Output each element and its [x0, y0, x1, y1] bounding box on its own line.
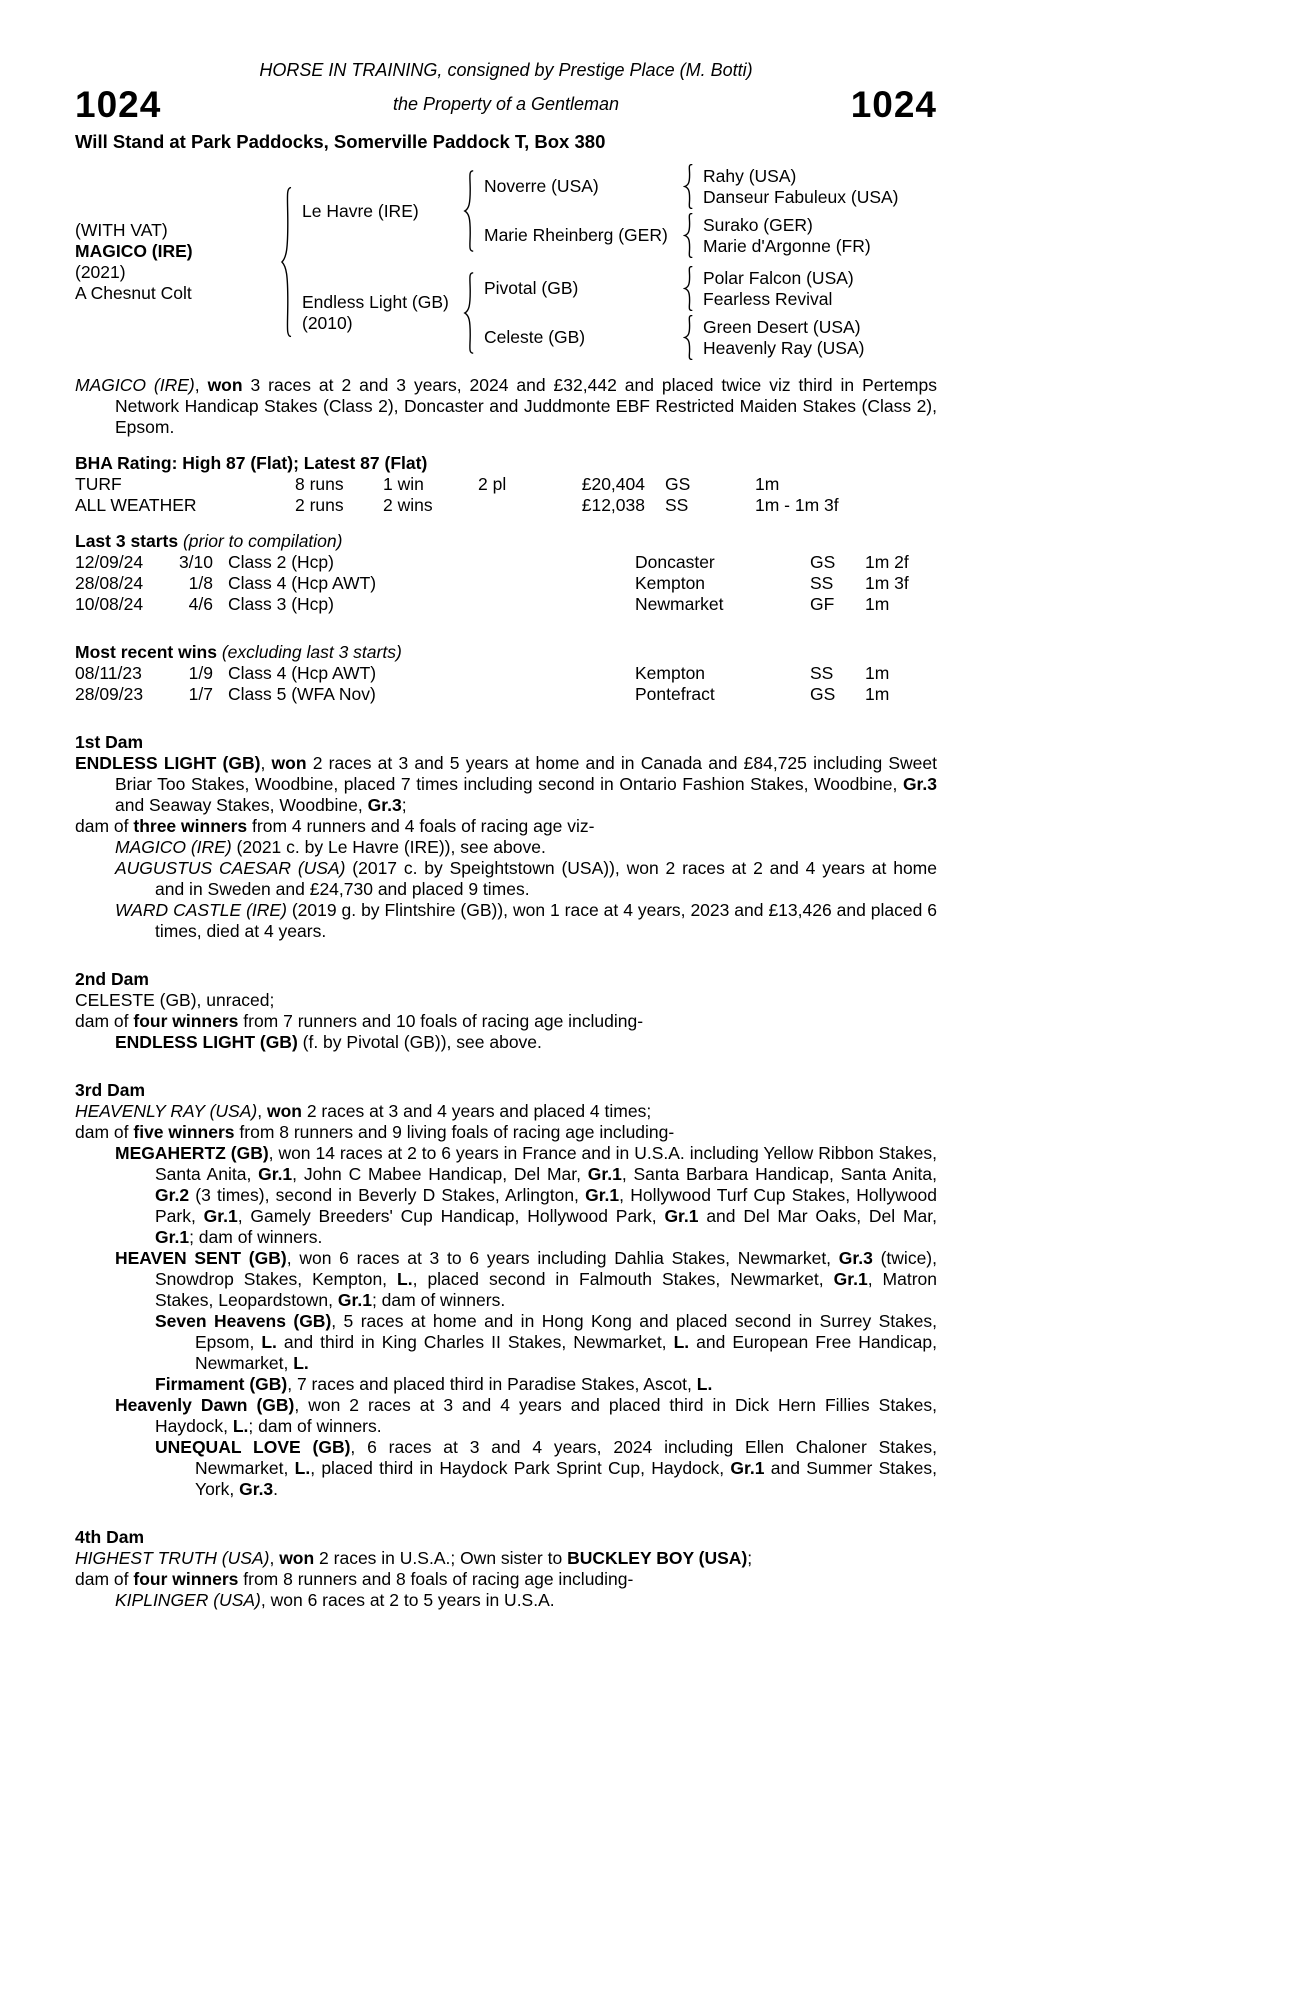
record-distance: 1m - 1m 3f	[755, 495, 839, 515]
recent-wins-title-note: (excluding last 3 starts)	[216, 642, 402, 662]
pedigree-main-brace	[280, 186, 293, 338]
win-going: SS	[810, 663, 834, 683]
start-race: Class 4 (Hcp AWT)	[228, 573, 377, 593]
dam2-heading: 2nd Dam	[75, 969, 149, 989]
win-race: Class 5 (WFA Nov)	[228, 684, 376, 704]
record-wins: 1 win	[383, 474, 424, 494]
dam4-section	[75, 1527, 937, 1611]
start-distance: 1m 3f	[865, 573, 909, 593]
recent-wins-table	[75, 663, 937, 705]
produce-entry: Heavenly Dawn (GB), won 2 races at 3 and 4 years and placed third in Dick Hern Fillies Stakes, Haydock, L.; dam of winners.	[115, 1395, 938, 1436]
produce-entry: AUGUSTUS CAESAR (USA) (2017 c. by Speightstown (USA)), won 2 races at 2 and 4 years at home and in Sweden and £24,730 and placed 9 times.	[115, 858, 937, 899]
vat-note: (WITH VAT)	[75, 220, 168, 240]
dam-sire-parents	[694, 268, 854, 310]
record-wins: 2 wins	[383, 495, 433, 515]
record-runs: 2 runs	[295, 495, 344, 515]
last-starts-title	[75, 531, 937, 552]
win-race: Class 4 (Hcp AWT)	[228, 663, 377, 683]
consignor-line: HORSE IN TRAINING, consigned by Prestige Place (M. Botti)	[259, 60, 753, 80]
dam3-mare-record: HEAVENLY RAY (USA), won 2 races at 3 and 4 years and placed 4 times;	[75, 1101, 652, 1121]
record-distance: 1m	[755, 474, 780, 494]
start-distance: 1m	[865, 594, 890, 614]
dam4-heading: 4th Dam	[75, 1527, 145, 1547]
race-record-table	[75, 474, 937, 516]
dam-sire-branch	[475, 266, 864, 311]
start-going: GS	[810, 552, 836, 572]
lot-number-right: 1024	[850, 83, 937, 125]
last-starts-title-note: (prior to compilation)	[178, 531, 343, 551]
subject-year: (2021)	[75, 262, 126, 282]
start-course: Doncaster	[635, 552, 715, 572]
pedigree-subject	[75, 220, 280, 304]
race-summary: MAGICO (IRE), won 3 races at 2 and 3 years, 2024 and £32,442 and placed twice viz third in Pertemps Network Handicap Stakes (Class 2), Doncaster and Juddmonte EBF Restricted Maiden Stakes (Class 2), Epsom.	[75, 375, 937, 437]
stand-location: Will Stand at Park Paddocks, Somerville Paddock T, Box 380	[75, 131, 606, 152]
ancestor-name: Surako (GER)	[703, 214, 813, 235]
win-course: Kempton	[635, 663, 706, 683]
dam1-section	[75, 732, 937, 942]
dam-dam-brace	[683, 315, 694, 360]
produce-entry: MEGAHERTZ (GB), won 14 races at 2 to 6 years in France and in U.S.A. including Yellow Ribbon Stakes, Santa Anita, Gr.1, John C Mabee Handicap, Del Mar, Gr.1, Santa Barbara Handicap, Santa Anita, Gr.2 (3 times), second in Beverly D Stakes, Arlington, Gr.1, Hollywood Turf Cup Stakes, Hollywood Park, Gr.1, Gamely Breeders' Cup Handicap, Hollywood Park, Gr.1 and Del Mar Oaks, Del Mar, Gr.1; dam of winners.	[115, 1143, 937, 1247]
subject-description: A Chesnut Colt	[75, 283, 192, 303]
record-earnings: £12,038	[581, 495, 645, 515]
dam3-section	[75, 1080, 937, 1500]
ancestor-name: Rahy (USA)	[703, 165, 797, 186]
start-distance: 1m 2f	[865, 552, 909, 572]
produce-entry: HEAVEN SENT (GB), won 6 races at 3 to 6 years including Dahlia Stakes, Newmarket, Gr.3 (twice), Snowdrop Stakes, Kempton, L., placed second in Falmouth Stakes, Newmarket, Gr.1, Matron Stakes, Leopardstown, Gr.1; dam of winners.	[115, 1248, 937, 1310]
win-distance: 1m	[865, 663, 890, 683]
start-position: 3/10	[178, 552, 213, 572]
dam1-mare-record: ENDLESS LIGHT (GB), won 2 races at 3 and 5 years at home and in Canada and £84,725 including Sweet Briar Too Stakes, Woodbine, placed 7 times including second in Ontario Fashion Stakes, Woodbine, Gr.3 and Seaway Stakes, Woodbine, Gr.3;	[75, 753, 938, 815]
win-course: Pontefract	[635, 684, 715, 704]
start-course: Newmarket	[635, 594, 724, 614]
produce-entry: ENDLESS LIGHT (GB) (f. by Pivotal (GB)), see above.	[115, 1032, 542, 1052]
last-starts-table	[75, 552, 937, 615]
ancestor-name: Heavenly Ray (USA)	[703, 337, 865, 358]
dam3-heading: 3rd Dam	[75, 1080, 146, 1100]
dam-brace	[463, 272, 475, 354]
catalogue-page	[75, 0, 937, 1611]
start-position: 1/8	[188, 573, 213, 593]
ancestor-name: Green Desert (USA)	[703, 316, 861, 337]
win-going: GS	[810, 684, 836, 704]
dam4-mare-record: HIGHEST TRUTH (USA), won 2 races in U.S.A.; Own sister to BUCKLEY BOY (USA);	[75, 1548, 753, 1568]
sire-sire-branch	[475, 164, 899, 209]
dam2-section	[75, 969, 937, 1053]
sire-parents	[475, 164, 899, 258]
pedigree-generation1	[293, 164, 899, 360]
record-places: 2 pl	[478, 474, 507, 494]
property-line: the Property of a Gentleman	[392, 93, 620, 114]
dam-sire-brace	[683, 266, 694, 311]
dam-name: Endless Light (GB)	[302, 292, 449, 312]
dam-dam-branch	[475, 315, 864, 360]
sire-branch	[293, 164, 899, 258]
last-starts-section	[75, 531, 937, 615]
record-earnings: £20,404	[581, 474, 645, 494]
dam-dam-parents	[694, 317, 864, 359]
pedigree-table	[75, 164, 937, 360]
sire-sire-name: Noverre (USA)	[484, 176, 599, 196]
start-race: Class 3 (Hcp)	[228, 594, 334, 614]
start-going: SS	[810, 573, 834, 593]
dam1-heading: 1st Dam	[75, 732, 144, 752]
produce-entry: KIPLINGER (USA), won 6 races at 2 to 5 years in U.S.A.	[115, 1590, 555, 1610]
recent-wins-section	[75, 642, 937, 705]
bha-rating-title: BHA Rating: High 87 (Flat); Latest 87 (Flat)	[75, 453, 428, 473]
record-places	[478, 495, 553, 516]
win-date: 08/11/23	[75, 663, 142, 683]
win-position: 1/9	[188, 663, 213, 683]
dam-year: (2010)	[302, 313, 353, 333]
dam2-produce-summary: dam of four winners from 7 runners and 10 foals of racing age including-	[75, 1011, 644, 1031]
start-date: 10/08/24	[75, 594, 144, 614]
ancestor-name: Fearless Revival	[703, 288, 833, 309]
produce-entry: Seven Heavens (GB), 5 races at home and in Hong Kong and placed second in Surrey Stakes, Epsom, L. and third in King Charles II Stakes, Newmarket, L. and European Free Handicap, Newmarket, L.	[155, 1311, 938, 1373]
produce-entry: UNEQUAL LOVE (GB), 6 races at 3 and 4 years, 2024 including Ellen Chaloner Stakes, Newmarket, L., placed third in Haydock Park Sprint Cup, Haydock, Gr.1 and Summer Stakes, York, Gr.3.	[155, 1437, 937, 1499]
record-runs: 8 runs	[295, 474, 344, 494]
ancestor-name: Danseur Fabuleux (USA)	[703, 186, 899, 207]
start-race: Class 2 (Hcp)	[228, 552, 334, 572]
sire-dam-parents	[694, 215, 871, 257]
recent-wins-title	[75, 642, 937, 663]
ancestor-name: Polar Falcon (USA)	[703, 267, 854, 288]
record-going: SS	[665, 495, 689, 515]
start-position: 4/6	[188, 594, 213, 614]
last-starts-title-text: Last 3 starts	[75, 531, 179, 551]
dam4-produce-summary: dam of four winners from 8 runners and 8 foals of racing age including-	[75, 1569, 634, 1589]
sire-name: Le Havre (IRE)	[302, 200, 419, 221]
dam-parents	[475, 266, 864, 360]
start-date: 28/08/24	[75, 573, 144, 593]
sire-sire-parents	[694, 166, 899, 208]
win-distance: 1m	[865, 684, 890, 704]
lot-number-left: 1024	[75, 83, 162, 125]
sire-dam-name: Marie Rheinberg (GER)	[484, 225, 668, 245]
dam-name-block	[293, 292, 463, 334]
sire-dam-branch	[475, 213, 899, 258]
produce-entry: MAGICO (IRE) (2021 c. by Le Havre (IRE)), see above.	[115, 837, 546, 857]
lot-row	[75, 83, 937, 125]
record-surface: ALL WEATHER	[75, 495, 197, 515]
dam-branch	[293, 266, 899, 360]
ancestor-name: Marie d'Argonne (FR)	[703, 235, 871, 256]
dam2-mare-record: CELESTE (GB), unraced;	[75, 990, 275, 1010]
produce-entry: Firmament (GB), 7 races and placed third in Paradise Stakes, Ascot, L.	[155, 1374, 713, 1394]
win-position: 1/7	[188, 684, 213, 704]
start-course: Kempton	[635, 573, 706, 593]
dam-dam-name: Celeste (GB)	[484, 327, 586, 347]
dam1-produce-summary: dam of three winners from 4 runners and 4 foals of racing age viz-	[75, 816, 595, 836]
sire-dam-brace	[683, 213, 694, 258]
sire-brace	[463, 170, 475, 252]
dam-sire-name: Pivotal (GB)	[484, 278, 579, 298]
dam3-produce-summary: dam of five winners from 8 runners and 9 living foals of racing age including-	[75, 1122, 675, 1142]
record-going: GS	[665, 474, 691, 494]
win-date: 28/09/23	[75, 684, 144, 704]
sire-sire-brace	[683, 164, 694, 209]
record-surface: TURF	[75, 474, 122, 494]
start-date: 12/09/24	[75, 552, 144, 572]
start-going: GF	[810, 594, 835, 614]
subject-name: MAGICO (IRE)	[75, 241, 193, 261]
recent-wins-title-text: Most recent wins	[75, 642, 217, 662]
produce-entry: WARD CASTLE (IRE) (2019 g. by Flintshire (GB)), won 1 race at 4 years, 2023 and £13,426 and placed 6 times, died at 4 years.	[115, 900, 937, 941]
